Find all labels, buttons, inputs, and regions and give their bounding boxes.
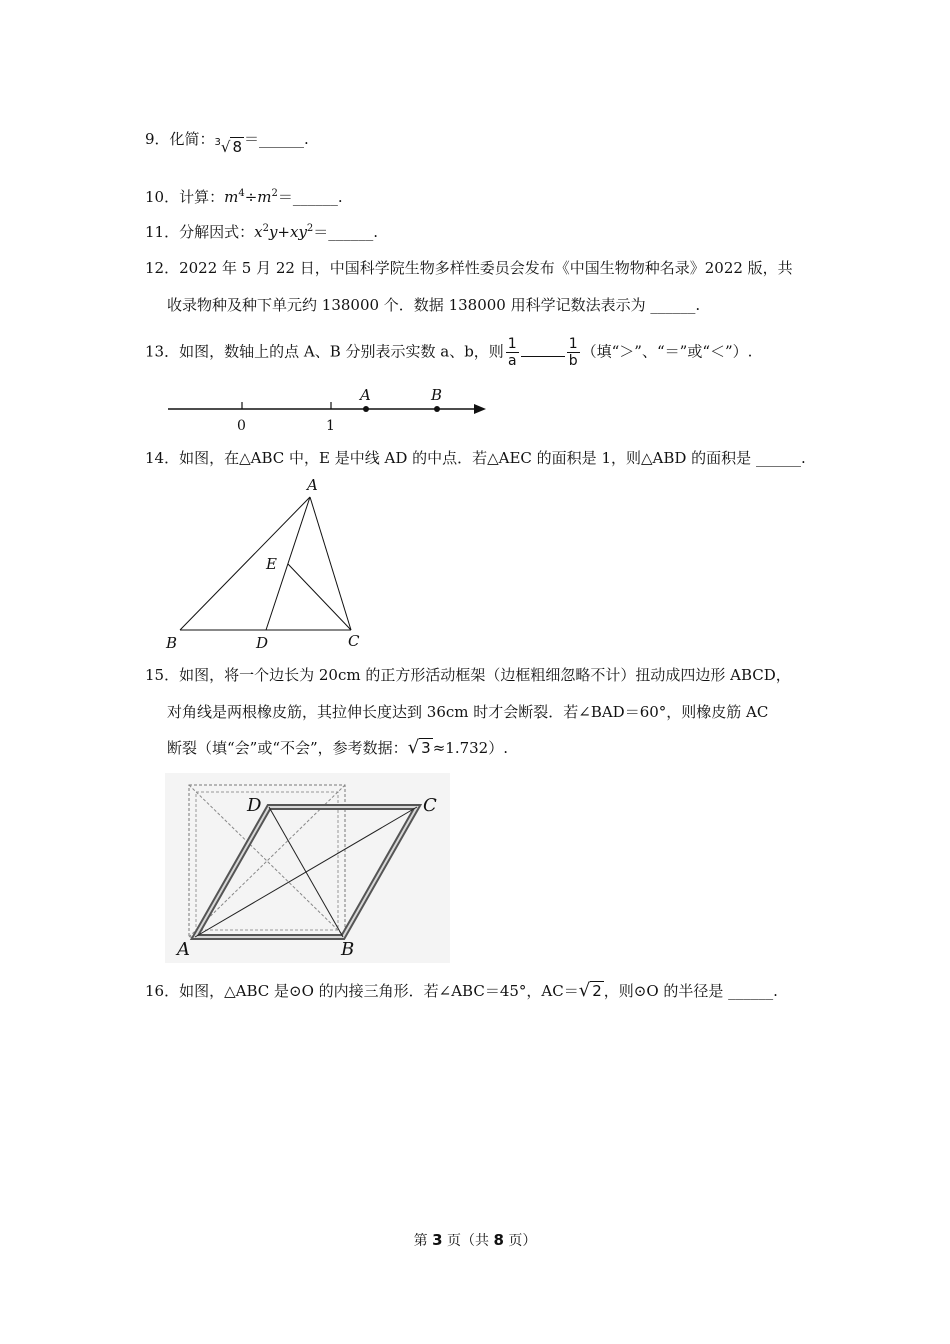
question-13: 13．如图，数轴上的点 A、B 分别表示实数 a、b，则 $\frac{1}{a}$ $\frac{1}{b}$ （填“＞”、“＝”或“＜”）. xyxy=(145,336,753,369)
triangle-figure xyxy=(160,470,380,655)
tick-label-1: 1 xyxy=(326,418,335,434)
question-15-line1: 15．如图，将一个边长为 20cm 的正方形活动框架（边框粗细忽略不计）扭动成四边形 ABCD， xyxy=(145,666,791,684)
vertex-a-label: A xyxy=(177,939,190,960)
point-b-label: B xyxy=(431,386,443,404)
sqrt-2: √ 2 xyxy=(578,980,602,1001)
page-footer: 第 3 页（共 8 页） xyxy=(413,1231,537,1249)
fraction-1-over-b: $\frac{1}{b}$ xyxy=(568,336,578,369)
question-16: 16．如图，△ABC 是⊙O 的内接三角形．若∠ABC＝45°，AC＝√ 2 ，则⊙O 的半径是 ______. xyxy=(145,980,778,1001)
point-e-label: E xyxy=(266,555,277,573)
number-line-figure xyxy=(160,380,500,440)
point-b xyxy=(434,406,440,412)
page-number: 3 xyxy=(432,1231,443,1249)
cube-root: $^3$√ 8 xyxy=(214,137,243,156)
rhombus-frame-figure xyxy=(165,773,450,963)
question-10: 10．计算：$m^4\div m^2=\_\_\_\_\_\_$. xyxy=(145,188,343,206)
question-12-line2: 收录物种及种下单元约 138000 个．数据 138000 用科学记数法表示为 ______. xyxy=(167,296,701,314)
question-15-line3: 断裂（填“会”或“不会”，参考数据：√ 3 ≈1.732）. xyxy=(167,737,508,758)
question-12-line1: 12．2022 年 5 月 22 日，中国科学院生物多样性委员会发布《中国生物物种名录》2022 版，共 xyxy=(145,259,793,277)
vertex-d-label: D xyxy=(247,795,262,816)
question-14: 14．如图，在△ABC 中，E 是中线 AD 的中点．若△AEC 的面积是 1，则△ABD 的面积是 ______. xyxy=(145,449,806,467)
question-9: 9．化简：$^3$√ 8 ＝______. xyxy=(145,130,309,156)
page-total: 8 xyxy=(493,1231,504,1249)
vertex-c-label: C xyxy=(348,632,360,650)
point-a-label: A xyxy=(360,386,371,404)
tick-label-0: 0 xyxy=(237,418,246,434)
question-15-line2: 对角线是两根橡皮筋，其拉伸长度达到 36cm 时才会断裂．若∠BAD＝60°，则橡皮筋 AC xyxy=(167,703,769,721)
answer-blank xyxy=(521,342,565,357)
point-d-label: D xyxy=(256,634,269,652)
question-11: 11．分解因式：$x^2y+xy^2=\_\_\_\_\_\_$. xyxy=(145,223,379,241)
axis-arrow xyxy=(474,404,486,414)
point-a xyxy=(363,406,369,412)
fraction-1-over-a: $\frac{1}{a}$ xyxy=(507,336,517,369)
vertex-b-label: B xyxy=(166,634,178,652)
vertex-b-label: B xyxy=(341,939,355,960)
vertex-a-label: A xyxy=(307,476,318,494)
vertex-c-label: C xyxy=(423,795,437,816)
sqrt-3: √ 3 xyxy=(407,737,431,758)
